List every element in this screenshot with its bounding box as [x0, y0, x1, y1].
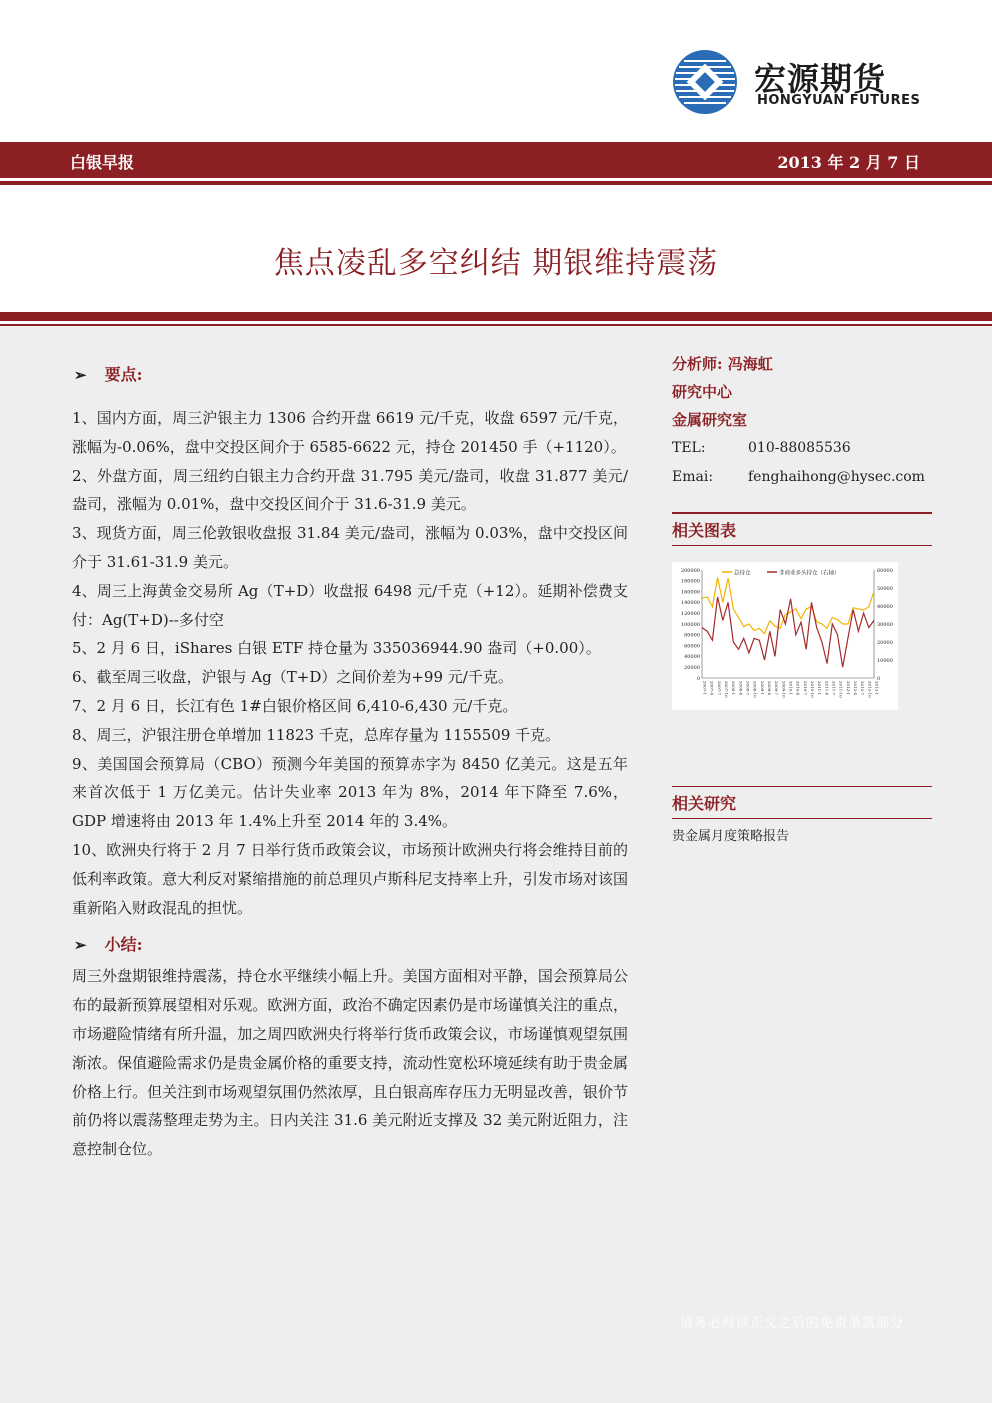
series-line-noncommercial — [702, 597, 874, 667]
chart-x-tick-label: 2008-7 — [745, 681, 751, 696]
company-logo-icon — [672, 49, 738, 115]
summary-text: 周三外盘期银维持震荡，持仓水平继续小幅上升。美国方面相对平静，国会预算局公布的最新预算展望相对乐观。欧洲方面，政治不确定因素仍是市场谨慎关注的重点，市场避险情绪有所升温，加之周四欧洲央行将举行货币政策会议，市场谨慎观望氛围渐浓。保值避险需求仍是贵金属价格的重要支持，流动性宽松环境延续有助于贵金属价格上行。但关注到市场观望氛围仍然浓厚，且白银高库存压力无明显改善，银价节前仍将以震荡整理走势为主。日内关注 31.6 美元附近支撑及 32 美元附近阻力，注意控制仓位。 — [72, 967, 628, 1159]
key-point-item: 7、2 月 6 日，长江有色 1#白银价格区间 6,410-6,430 元/千克。 — [72, 696, 518, 715]
key-point-item: 3、现货方面，周三伦敦银收盘报 31.84 美元/盎司，涨幅为 0.03%，盘中交投区间介于 31.61-31.9 美元。 — [72, 524, 628, 571]
chart-right-tick-label: 50000 — [877, 585, 893, 592]
chart-right-tick-label: 30000 — [877, 621, 893, 628]
series-line-total — [702, 578, 874, 634]
chart-right-tick-label: 10000 — [877, 657, 893, 664]
related-research-item[interactable]: 贵金属月度策略报告 — [672, 829, 790, 844]
main-column — [72, 358, 628, 1164]
chart-left-tick-label: 140000 — [680, 600, 700, 607]
chart-x-tick-label: 2009-10 — [781, 681, 787, 698]
brand-name-en: HONGYUAN FUTURES — [757, 93, 921, 108]
chart-x-tick-label: 2012-4 — [853, 681, 858, 696]
chart-x-tick-label: 2011-1 — [817, 681, 823, 696]
contact-tel — [672, 434, 932, 463]
chart-left-tick-label: 200000 — [680, 567, 700, 574]
header-underline — [0, 181, 992, 185]
chart-right-tick-label: 20000 — [877, 639, 893, 646]
report-date: 2013 年 2 月 7 日 — [777, 153, 920, 172]
chart-x-tick-label: 2010-4 — [795, 681, 801, 696]
chart-left-tick-label: 20000 — [684, 665, 700, 671]
chart-x-tick-label: 2008-1 — [731, 681, 737, 696]
chart-x-tick-label: 2008-10 — [752, 681, 758, 698]
key-point-item: 5、2 月 6 日，iShares 白银 ETF 持仓量为 335036944.90 盎司（+0.00）。 — [72, 639, 601, 658]
chart-x-axis-ticks — [703, 681, 880, 698]
arrow-bullet-icon: ➢ — [74, 365, 87, 384]
key-point-item: 1、国内方面，周三沪银主力 1306 合约开盘 6619 元/千克，收盘 6597 元/千克，涨幅为-0.06%，盘中交投区间介于 6585-6622 元，持仓 201450 手（+1120）。 — [72, 409, 628, 456]
key-points-heading — [72, 358, 628, 392]
related-charts-heading: 相关图表 — [672, 521, 737, 540]
legend-label-noncommercial: 非商业多头持仓（右轴） — [779, 570, 840, 577]
key-points-heading-label: 要点: — [104, 364, 143, 384]
chart-right-tick-label: 0 — [877, 675, 881, 682]
research-section-rule-bottom — [672, 818, 932, 819]
department-research-center: 研究中心 — [672, 383, 733, 401]
chart-x-tick-label: 2007-4 — [709, 681, 715, 696]
key-point-item: 6、截至周三收盘，沪银与 Ag（T+D）之间价差为+99 元/千克。 — [72, 668, 513, 687]
report-type: 白银早报 — [70, 153, 135, 172]
summary-heading — [72, 928, 628, 962]
holdings-chart — [672, 562, 898, 710]
tel-value: 010-88085536 — [748, 440, 851, 456]
arrow-bullet-icon: ➢ — [74, 935, 87, 954]
analyst-name: 分析师: 冯海虹 — [672, 355, 773, 373]
chart-right-tick-label: 40000 — [877, 603, 893, 610]
chart-x-tick-label: 2012-1 — [845, 681, 851, 696]
tel-label: TEL: — [672, 440, 706, 456]
department-metals: 金属研究室 — [672, 411, 748, 429]
chart-left-tick-label: 120000 — [680, 611, 700, 617]
chart-left-tick-label: 60000 — [684, 643, 700, 650]
chart-left-tick-label: 0 — [696, 675, 700, 682]
chart-x-tick-label: 2011-10 — [838, 681, 844, 698]
chart-x-tick-label: 2007-1 — [702, 681, 708, 696]
legend-label-total: 总持仓 — [734, 570, 751, 577]
chart-left-tick-label: 40000 — [684, 654, 700, 661]
page-title: 焦点凌乱多空纠结 期银维持震荡 — [273, 246, 719, 281]
key-point-item: 9、美国国会预算局（CBO）预测今年美国的预算赤字为 8450 亿美元。这是五年来首次低于 1 万亿美元。估计失业率 2013 年为 8%，2014 年下降至 7.6%，GDP 增速将由 2013 年 1.4%上升至 2014 年的 3.4%。 — [72, 754, 628, 831]
key-point-item: 4、周三上海黄金交易所 Ag（T+D）收盘报 6498 元/千克（+12）。延期补偿费支付：Ag(T+D)--多付空 — [72, 581, 628, 629]
chart-x-tick-label: 2011-4 — [824, 681, 830, 696]
chart-right-tick-label: 60000 — [877, 567, 893, 574]
chart-x-tick-label: 2008-4 — [738, 681, 744, 696]
key-point-item: 10、欧洲央行将于 2 月 7 日举行货币政策会议，市场预计欧洲央行将会维持目前的低利率政策。意大利反对紧缩措施的前总理贝卢斯科尼支持率上升，引发市场对该国重新陷入财政混乱的担忧。 — [72, 840, 628, 917]
contact-email — [672, 463, 932, 492]
chart-left-tick-label: 100000 — [680, 621, 700, 628]
chart-x-tick-label: 2012-10 — [867, 681, 873, 698]
email-label: Emai: — [672, 469, 714, 485]
chart-right-axis-ticks — [877, 568, 893, 682]
chart-x-tick-label: 2010-1 — [788, 681, 794, 696]
key-point-item: 8、周三，沪银注册仓单增加 11823 千克，总库存量为 1155509 千克。 — [72, 725, 561, 744]
disclaimer-note: 请务必阅读正文之后的免责条款部分 — [679, 1316, 904, 1331]
chart-left-axis-ticks — [681, 568, 700, 682]
key-point-item: 2、外盘方面，周三纽约白银主力合约开盘 31.795 美元/盎司，收盘 31.877 美元/盎司，涨幅为 0.01%，盘中交投区间介于 31.6-31.9 美元。 — [72, 466, 628, 514]
chart-x-tick-label: 2012-7 — [860, 681, 866, 696]
chart-section-rule — [672, 512, 932, 514]
chart-x-tick-label: 2009-7 — [774, 681, 780, 696]
research-section-rule — [672, 786, 932, 787]
brand-name-cn: 宏源期货 — [754, 60, 887, 98]
chart-x-tick-label: 2010-7 — [802, 681, 808, 696]
chart-left-tick-label: 180000 — [680, 578, 700, 585]
chart-left-tick-label: 80000 — [684, 632, 700, 639]
chart-legend — [722, 569, 840, 577]
chart-x-tick-label: 2007-7 — [716, 681, 722, 696]
chart-left-tick-label: 160000 — [680, 589, 700, 596]
chart-x-tick-label: 2007-10 — [724, 681, 729, 698]
chart-x-tick-label: 2009-1 — [759, 681, 765, 696]
chart-x-tick-label: 2009-4 — [767, 681, 772, 696]
title-separator — [0, 312, 992, 321]
related-research-heading: 相关研究 — [672, 794, 737, 813]
chart-x-tick-label: 2011-7 — [831, 681, 837, 696]
email-value[interactable]: fenghaihong@hysec.com — [748, 469, 925, 485]
chart-x-tick-label: 2010-10 — [810, 681, 815, 698]
chart-x-tick-label: 2013-1 — [874, 681, 880, 696]
summary-heading-label: 小结: — [104, 934, 143, 954]
